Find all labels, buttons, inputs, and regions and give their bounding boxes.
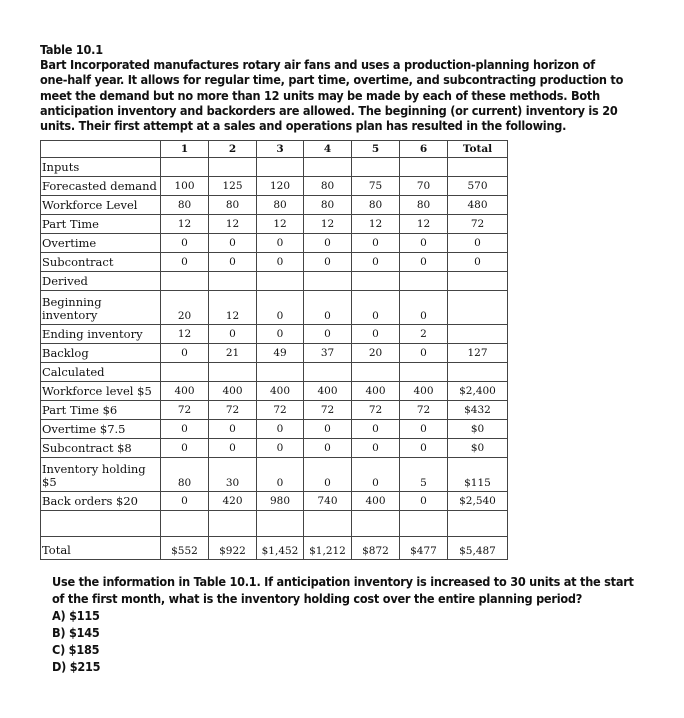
table-cell: 80 <box>304 177 352 196</box>
table-row <box>41 363 508 382</box>
row-label: Part Time $6 <box>41 401 161 420</box>
table-cell: 72 <box>448 215 508 234</box>
table-cell <box>400 158 448 177</box>
table-cell: 400 <box>161 382 209 401</box>
table-row <box>41 420 508 439</box>
table-cell: 37 <box>304 344 352 363</box>
caption-line: Bart Incorporated manufactures rotary air fans and uses a production-planning horizon of <box>40 57 595 73</box>
table-cell <box>161 511 209 537</box>
column-header: 3 <box>257 141 304 158</box>
table-cell: 400 <box>352 382 400 401</box>
table-cell: 0 <box>209 439 257 458</box>
table-cell: $2,400 <box>448 382 508 401</box>
table-cell <box>352 363 400 382</box>
table-cell: 0 <box>352 439 400 458</box>
table-row <box>41 439 508 458</box>
table-cell <box>304 511 352 537</box>
table-cell: 0 <box>209 325 257 344</box>
table-cell: 570 <box>448 177 508 196</box>
table-cell: 0 <box>304 234 352 253</box>
table-cell: 12 <box>209 291 257 325</box>
table-cell <box>209 363 257 382</box>
table-cell <box>161 363 209 382</box>
table-cell: $432 <box>448 401 508 420</box>
answer-choice-a[interactable]: A) $115 <box>52 608 100 623</box>
table-cell: 72 <box>352 401 400 420</box>
table-row <box>41 401 508 420</box>
question-text: Use the information in Table 10.1. If anticipation inventory is increased to 30 units at the start <box>52 574 634 589</box>
row-label: Derived <box>41 272 161 291</box>
table-row <box>41 325 508 344</box>
row-label: Subcontract $8 <box>41 439 161 458</box>
table-row <box>41 537 508 560</box>
table-cell: 480 <box>448 196 508 215</box>
table-cell: 400 <box>257 382 304 401</box>
table-cell <box>400 363 448 382</box>
row-label: Back orders $20 <box>41 492 161 511</box>
table-cell: 72 <box>209 401 257 420</box>
table-cell <box>161 272 209 291</box>
table-cell: $0 <box>448 439 508 458</box>
table-cell: 5 <box>400 458 448 492</box>
table-cell: $115 <box>448 458 508 492</box>
table-cell: 0 <box>161 420 209 439</box>
table-cell: 0 <box>448 234 508 253</box>
table-row <box>41 253 508 272</box>
caption-line: anticipation inventory and backorders are allowed. The beginning (or current) inventory is 20 <box>40 102 618 118</box>
table-cell: 0 <box>448 253 508 272</box>
table-cell <box>352 158 400 177</box>
table-cell: 0 <box>352 291 400 325</box>
table-cell: 12 <box>257 215 304 234</box>
column-header: 1 <box>161 141 209 158</box>
table-cell: $5,487 <box>448 537 508 560</box>
row-label: Ending inventory <box>41 325 161 344</box>
table-cell: 0 <box>304 325 352 344</box>
table-row <box>41 177 508 196</box>
table-cell: 0 <box>304 291 352 325</box>
row-label: Inventory holding $5 <box>41 458 161 492</box>
table-cell: 0 <box>400 344 448 363</box>
table-cell: 0 <box>400 291 448 325</box>
table-caption <box>40 42 646 133</box>
table-cell: 12 <box>161 215 209 234</box>
table-cell: $872 <box>352 537 400 560</box>
table-cell: $922 <box>209 537 257 560</box>
table-cell: 0 <box>400 234 448 253</box>
table-header-row <box>41 141 508 158</box>
row-label: Total <box>41 537 161 560</box>
table-row <box>41 344 508 363</box>
table-cell: 72 <box>257 401 304 420</box>
table-cell <box>448 363 508 382</box>
table-cell: 0 <box>161 439 209 458</box>
table-cell: 0 <box>257 325 304 344</box>
table-cell: 72 <box>161 401 209 420</box>
table-cell: 20 <box>352 344 400 363</box>
table-cell: 0 <box>161 492 209 511</box>
table-cell <box>352 511 400 537</box>
column-header: Total <box>448 141 508 158</box>
table-cell: $2,540 <box>448 492 508 511</box>
table-title: Table 10.1 <box>40 42 103 57</box>
table-cell <box>448 291 508 325</box>
table-cell: 127 <box>448 344 508 363</box>
question-text: of the first month, what is the inventory holding cost over the entire planning period? <box>52 591 583 606</box>
column-header: 5 <box>352 141 400 158</box>
table-cell: $552 <box>161 537 209 560</box>
table-cell: 20 <box>161 291 209 325</box>
row-label: Calculated <box>41 363 161 382</box>
table-cell <box>304 272 352 291</box>
table-cell: $477 <box>400 537 448 560</box>
row-label <box>41 511 161 537</box>
table-cell: 30 <box>209 458 257 492</box>
table-row <box>41 215 508 234</box>
table-cell: 0 <box>161 344 209 363</box>
table-row <box>41 382 508 401</box>
row-label: Workforce level $5 <box>41 382 161 401</box>
table-cell: 0 <box>304 458 352 492</box>
column-header: 4 <box>304 141 352 158</box>
row-label: Overtime $7.5 <box>41 420 161 439</box>
table-cell: 80 <box>161 458 209 492</box>
table-cell: $1,452 <box>257 537 304 560</box>
table-cell: 2 <box>400 325 448 344</box>
table-cell: 100 <box>161 177 209 196</box>
table-cell: 0 <box>161 253 209 272</box>
table-cell: 0 <box>400 439 448 458</box>
table-cell: 70 <box>400 177 448 196</box>
table-cell: 21 <box>209 344 257 363</box>
table-cell: 0 <box>257 291 304 325</box>
table-cell: 0 <box>400 420 448 439</box>
table-cell: 400 <box>400 382 448 401</box>
table-cell: 0 <box>352 234 400 253</box>
table-cell: 80 <box>352 196 400 215</box>
table-cell: 72 <box>304 401 352 420</box>
answer-choice-c[interactable]: C) $185 <box>52 642 100 657</box>
table-cell: 400 <box>209 382 257 401</box>
row-label: Workforce Level <box>41 196 161 215</box>
table-cell: 0 <box>257 234 304 253</box>
table-cell: 75 <box>352 177 400 196</box>
table-cell <box>448 325 508 344</box>
table-cell: 0 <box>209 420 257 439</box>
table-cell: 80 <box>161 196 209 215</box>
table-row <box>41 492 508 511</box>
table-cell <box>257 511 304 537</box>
table-cell: 740 <box>304 492 352 511</box>
answer-choice-b[interactable]: B) $145 <box>52 625 100 640</box>
table-cell: 0 <box>304 439 352 458</box>
table-cell: 0 <box>209 234 257 253</box>
answer-choice-d[interactable]: D) $215 <box>52 659 101 674</box>
table-cell <box>209 158 257 177</box>
table-cell <box>257 272 304 291</box>
operations-plan-table <box>40 140 508 560</box>
column-header: 2 <box>209 141 257 158</box>
table-cell: 0 <box>304 420 352 439</box>
table-cell: 80 <box>304 196 352 215</box>
table-cell <box>257 363 304 382</box>
table-cell: 0 <box>257 458 304 492</box>
table-cell: $0 <box>448 420 508 439</box>
table-cell: 49 <box>257 344 304 363</box>
table-row <box>41 158 508 177</box>
table-cell <box>209 272 257 291</box>
row-label: Subcontract <box>41 253 161 272</box>
table-cell <box>448 272 508 291</box>
table-cell: 0 <box>352 253 400 272</box>
table-cell <box>209 511 257 537</box>
table-cell: 12 <box>304 215 352 234</box>
column-header: 6 <box>400 141 448 158</box>
question-block <box>52 573 652 675</box>
table-cell <box>257 158 304 177</box>
table-row <box>41 196 508 215</box>
table-cell: 0 <box>161 234 209 253</box>
row-label: Part Time <box>41 215 161 234</box>
table-cell <box>352 272 400 291</box>
table-row <box>41 511 508 537</box>
table-cell: 400 <box>304 382 352 401</box>
table-cell: 0 <box>400 253 448 272</box>
row-label: Backlog <box>41 344 161 363</box>
table-row <box>41 458 508 492</box>
table-cell <box>448 511 508 537</box>
table-cell: 12 <box>352 215 400 234</box>
row-label: Overtime <box>41 234 161 253</box>
table-cell <box>304 363 352 382</box>
table-cell: 980 <box>257 492 304 511</box>
caption-line: one-half year. It allows for regular time, part time, overtime, and subcontracting production to <box>40 72 624 88</box>
table-cell: 120 <box>257 177 304 196</box>
table-cell: 12 <box>161 325 209 344</box>
table-cell <box>161 158 209 177</box>
caption-line: units. Their first attempt at a sales and operations plan has resulted in the following. <box>40 118 567 134</box>
table-cell: 72 <box>400 401 448 420</box>
table-cell: 0 <box>257 439 304 458</box>
table-cell <box>400 272 448 291</box>
table-cell: 0 <box>257 420 304 439</box>
table-cell: 80 <box>400 196 448 215</box>
table-cell: 0 <box>352 420 400 439</box>
table-row <box>41 234 508 253</box>
table-row <box>41 291 508 325</box>
table-cell: 12 <box>400 215 448 234</box>
table-cell: 0 <box>257 253 304 272</box>
table-cell: 0 <box>304 253 352 272</box>
table-cell: 420 <box>209 492 257 511</box>
table-cell: 12 <box>209 215 257 234</box>
table-cell: 125 <box>209 177 257 196</box>
table-cell: 0 <box>400 492 448 511</box>
table-cell: 0 <box>352 458 400 492</box>
row-label: Beginning inventory <box>41 291 161 325</box>
column-header-blank <box>41 141 161 158</box>
table-cell: 0 <box>352 325 400 344</box>
table-cell: 80 <box>209 196 257 215</box>
table-cell <box>448 158 508 177</box>
table-cell: $1,212 <box>304 537 352 560</box>
table-row <box>41 272 508 291</box>
table-cell <box>304 158 352 177</box>
row-label: Inputs <box>41 158 161 177</box>
table-cell: 0 <box>209 253 257 272</box>
table-cell: 400 <box>352 492 400 511</box>
table-cell: 80 <box>257 196 304 215</box>
row-label: Forecasted demand <box>41 177 161 196</box>
table-cell <box>400 511 448 537</box>
caption-line: meet the demand but no more than 12 units may be made by each of these methods. Both <box>40 87 600 103</box>
